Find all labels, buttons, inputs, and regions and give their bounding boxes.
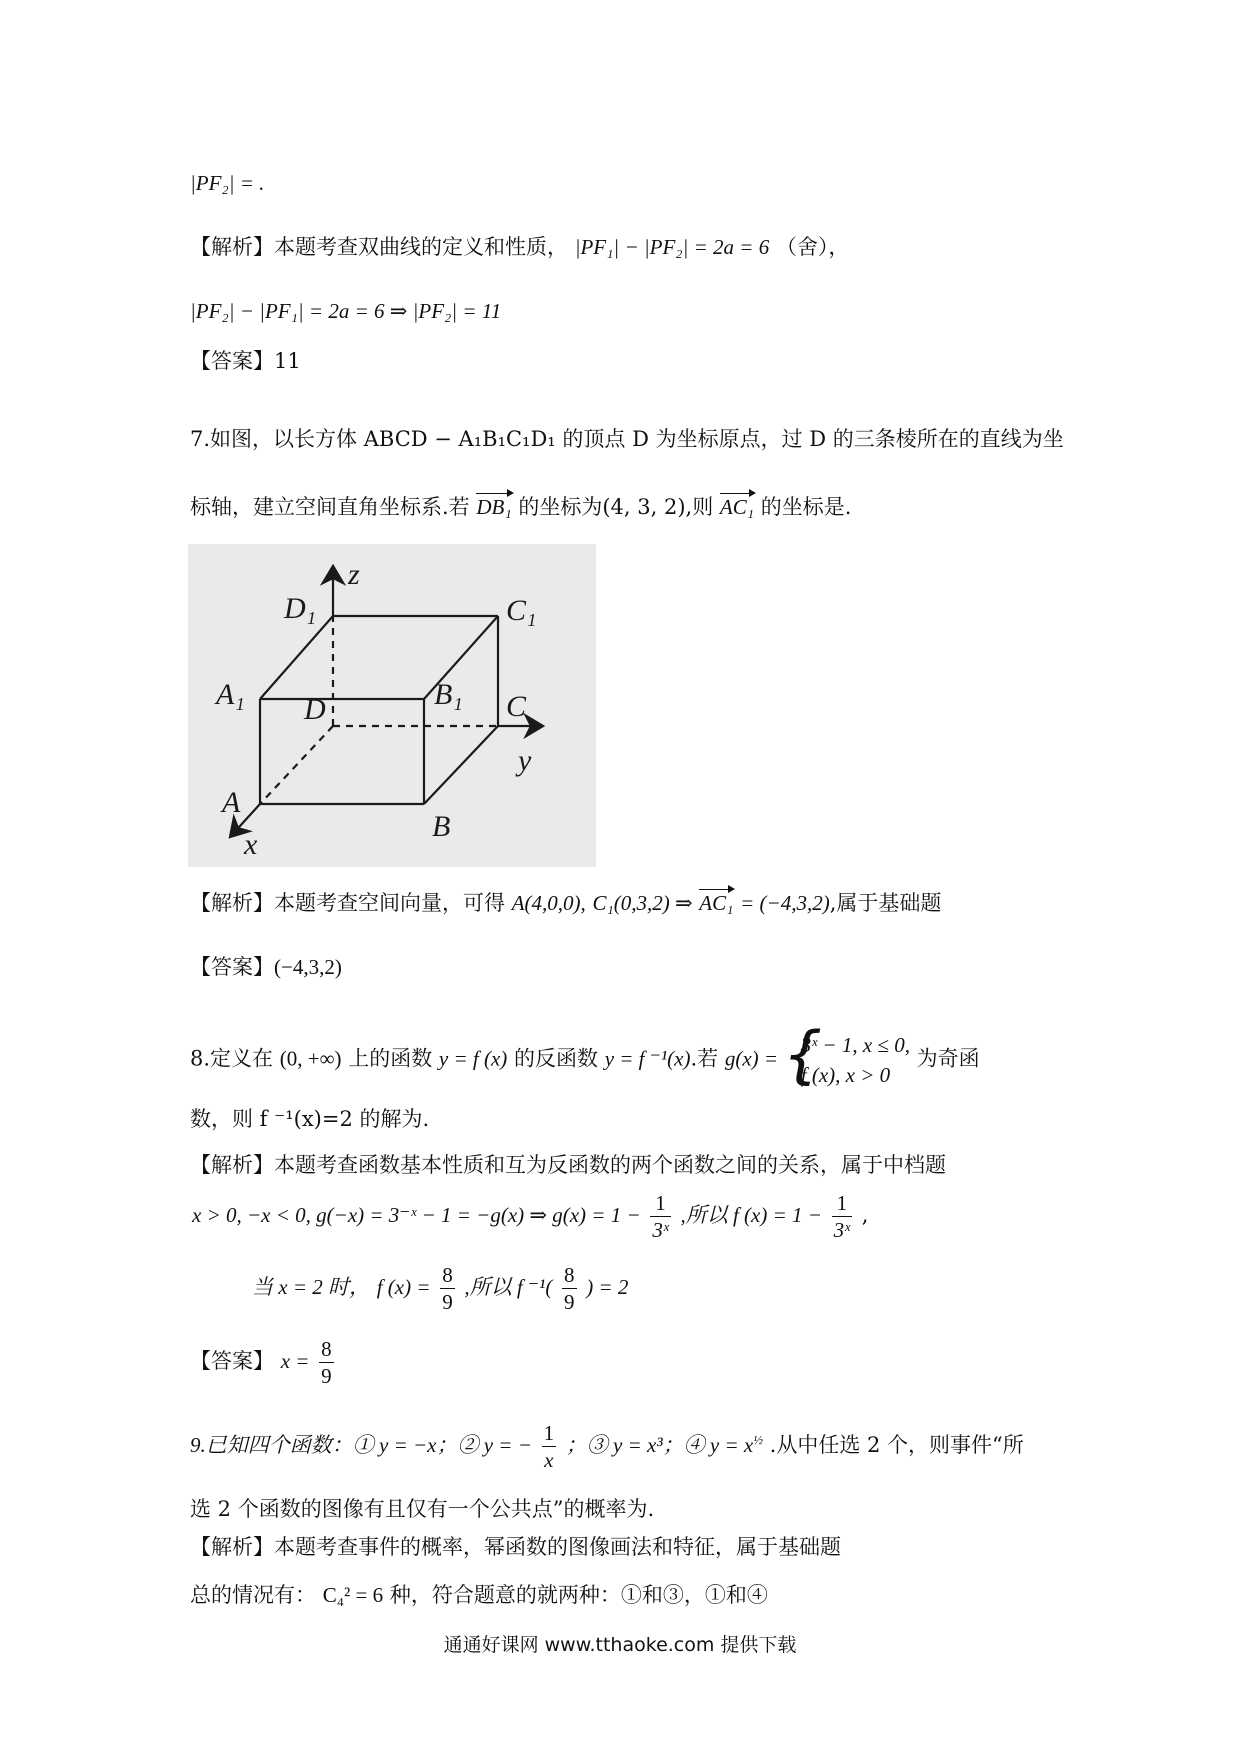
- q8-analysis-line-3: 当 x = 2 时， f (x) = $\frac{8}{9}$ ,所以 f ⁻¹( $\frac{8}{9}$ ) = 2: [252, 1263, 629, 1314]
- q6-stem-end: |PF₂| = .: [190, 171, 265, 195]
- fraction-1-over-3x: $\frac{1}{\text{3ˣ}}$: [652, 1191, 669, 1242]
- fraction-1-over-3x-b: $\frac{1}{\text{3ˣ}}$: [833, 1191, 851, 1242]
- q9-analysis: 【解析】本题考查事件的概率，幂函数的图像画法和特征，属于基础题: [190, 1535, 841, 1559]
- q7-answer: 【答案】(−4,3,2): [190, 955, 342, 979]
- q7-stem-line-2: 标轴，建立空间直角坐标系.若 DB₁ 的坐标为(4, 3, 2),则 AC₁ 的坐标是.: [190, 495, 852, 519]
- q8-stem-line-1: 8.定义在 (0, +∞) 上的函数 y = f (x) 的反函数 y = f ⁻¹(x).若 g(x) = { 3ˣ − 1, x ≤ 0, f (x), x > 0 为奇函: [190, 1018, 980, 1091]
- q8-analysis-line-2: x > 0, −x < 0, g(−x) = 3⁻ˣ − 1 = −g(x) ⇒ g(x) = 1 − $\frac{1}{\text{3ˣ}}$ ,所以 f (x) = 1 − $\frac{1}{\text{3ˣ}}$ ,: [192, 1191, 869, 1242]
- q6-answer: 【答案】11: [190, 349, 301, 373]
- vector-ac1: AC₁: [719, 495, 755, 519]
- q8-analysis: 【解析】本题考查函数基本性质和互为反函数的两个函数之间的关系，属于中档题: [190, 1153, 946, 1177]
- label-y: y: [518, 744, 532, 777]
- label-c1: C₁: [506, 594, 537, 627]
- q6-formula-1: |PF₁| − |PF₂| = 2a = 6: [574, 235, 770, 259]
- label-a: A: [222, 786, 241, 819]
- fraction-1-over-x: $\frac{1}{x}$: [543, 1421, 555, 1472]
- fraction-8-over-9-b: $\frac{8}{9}$: [564, 1263, 575, 1314]
- label-x: x: [244, 828, 258, 861]
- q9-analysis-line-2: 总的情况有： C₄² = 6 种，符合题意的就两种：①和③，①和④: [190, 1583, 768, 1607]
- q7-stem-line-1: 7.如图，以长方体 ABCD − A₁B₁C₁D₁ 的顶点 D 为坐标原点，过 D 的三条棱所在的直线为坐: [190, 427, 1064, 451]
- q6-analysis-formula-2: |PF₂| − |PF₁| = 2a = 6 ⇒ |PF₂| = 11: [190, 299, 502, 323]
- label-b: B: [432, 810, 451, 843]
- fraction-8-over-9: $\frac{8}{9}$: [442, 1263, 453, 1314]
- cuboid-diagram: [188, 544, 596, 867]
- cuboid-figure: [188, 544, 596, 867]
- label-a1: A₁: [216, 678, 245, 711]
- page-footer: 通通好课网 www.tthaoke.com 提供下载: [443, 1634, 797, 1656]
- label-c: C: [506, 690, 527, 723]
- q7-analysis: 【解析】本题考查空间向量，可得 A(4,0,0), C₁(0,3,2) ⇒ AC₁ = (−4,3,2),属于基础题: [190, 891, 942, 915]
- q9-stem-line-2: 选 2 个函数的图像有且仅有一个公共点”的概率为.: [190, 1497, 655, 1521]
- q6-analysis: 【解析】本题考查双曲线的定义和性质， |PF₁| − |PF₂| = 2a = 6 （舍），: [190, 235, 850, 259]
- label-d: D: [304, 693, 326, 726]
- q8-stem-line-2: 数，则 f ⁻¹(x)=2 的解为.: [190, 1107, 430, 1131]
- vector-ac1-result: AC₁: [699, 891, 734, 915]
- label-z: z: [348, 558, 360, 591]
- combination: C₄² = 6: [322, 1583, 384, 1607]
- q9-stem-line-1: 9.已知四个函数：① y = −x；② y = − $\frac{1}{x}$ ；③ y = x³；④ $y = x^{\frac{1}{2}}$ .从中任选 2 个，则事件“所: [190, 1421, 1024, 1472]
- label-d1: D₁: [284, 592, 317, 625]
- q8-answer: 【答案】 x = $\frac{8}{9}$: [190, 1337, 332, 1388]
- piecewise-function: { 3ˣ − 1, x ≤ 0, f (x), x > 0: [782, 1018, 910, 1091]
- label-b1: B₁: [434, 678, 463, 711]
- answer-fraction-8-over-9: $\frac{8}{9}$: [321, 1337, 332, 1388]
- vector-db1: DB₁: [476, 495, 512, 519]
